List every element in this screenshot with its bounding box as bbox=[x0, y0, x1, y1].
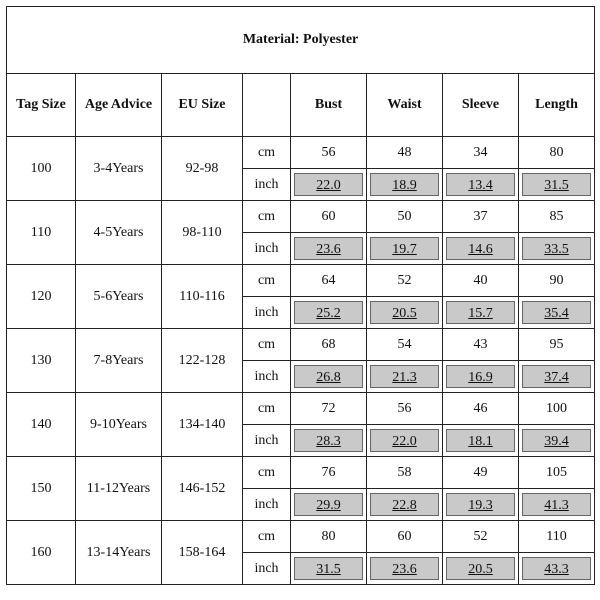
table-row bbox=[7, 265, 595, 297]
sleeve-cm-cell: 49 bbox=[443, 457, 519, 489]
tag-size-cell: 160 bbox=[7, 521, 76, 585]
unit-inch-label: inch bbox=[243, 489, 291, 521]
tag-size-cell: 150 bbox=[7, 457, 76, 521]
eu-size-cell: 122-128 bbox=[162, 329, 243, 393]
bust-cm-cell: 68 bbox=[291, 329, 367, 361]
sleeve-inch-value: 14.6 bbox=[446, 237, 515, 260]
waist-inch-value: 23.6 bbox=[370, 557, 439, 580]
length-cm-cell: 100 bbox=[519, 393, 595, 425]
length-inch-cell bbox=[519, 297, 595, 329]
sleeve-cm-cell: 34 bbox=[443, 137, 519, 169]
bust-inch-value: 26.8 bbox=[294, 365, 363, 388]
bust-inch-value: 22.0 bbox=[294, 173, 363, 196]
tag-size-cell: 100 bbox=[7, 137, 76, 201]
bust-inch-cell bbox=[291, 425, 367, 457]
header-bust: Bust bbox=[291, 74, 367, 137]
age-advice-cell: 4-5Years bbox=[76, 201, 162, 265]
table-title: Material: Polyester bbox=[7, 7, 595, 74]
tag-size-cell: 110 bbox=[7, 201, 76, 265]
length-inch-value: 31.5 bbox=[522, 173, 591, 196]
length-inch-value: 33.5 bbox=[522, 237, 591, 260]
unit-inch-label: inch bbox=[243, 361, 291, 393]
header-age-advice: Age Advice bbox=[76, 74, 162, 137]
bust-inch-value: 23.6 bbox=[294, 237, 363, 260]
age-advice-cell: 13-14Years bbox=[76, 521, 162, 585]
table-row bbox=[7, 457, 595, 489]
age-advice-cell: 9-10Years bbox=[76, 393, 162, 457]
waist-cm-cell: 54 bbox=[367, 329, 443, 361]
bust-inch-cell bbox=[291, 553, 367, 585]
tag-size-cell: 130 bbox=[7, 329, 76, 393]
length-inch-cell bbox=[519, 553, 595, 585]
header-unit bbox=[243, 74, 291, 137]
bust-cm-cell: 56 bbox=[291, 137, 367, 169]
table-row bbox=[7, 137, 595, 169]
sleeve-cm-cell: 52 bbox=[443, 521, 519, 553]
sleeve-inch-cell bbox=[443, 169, 519, 201]
sleeve-inch-cell bbox=[443, 361, 519, 393]
age-advice-cell: 5-6Years bbox=[76, 265, 162, 329]
age-advice-cell: 3-4Years bbox=[76, 137, 162, 201]
length-inch-value: 35.4 bbox=[522, 301, 591, 324]
bust-inch-cell bbox=[291, 169, 367, 201]
waist-inch-value: 22.0 bbox=[370, 429, 439, 452]
bust-inch-value: 28.3 bbox=[294, 429, 363, 452]
waist-cm-cell: 58 bbox=[367, 457, 443, 489]
bust-cm-cell: 60 bbox=[291, 201, 367, 233]
waist-inch-value: 18.9 bbox=[370, 173, 439, 196]
waist-cm-cell: 52 bbox=[367, 265, 443, 297]
unit-inch-label: inch bbox=[243, 553, 291, 585]
sleeve-inch-value: 18.1 bbox=[446, 429, 515, 452]
tag-size-cell: 140 bbox=[7, 393, 76, 457]
bust-cm-cell: 64 bbox=[291, 265, 367, 297]
waist-cm-cell: 48 bbox=[367, 137, 443, 169]
unit-cm-label: cm bbox=[243, 137, 291, 169]
table-row bbox=[7, 393, 595, 425]
length-inch-cell bbox=[519, 425, 595, 457]
eu-size-cell: 98-110 bbox=[162, 201, 243, 265]
unit-inch-label: inch bbox=[243, 297, 291, 329]
waist-cm-cell: 56 bbox=[367, 393, 443, 425]
age-advice-cell: 7-8Years bbox=[76, 329, 162, 393]
length-cm-cell: 90 bbox=[519, 265, 595, 297]
length-inch-value: 37.4 bbox=[522, 365, 591, 388]
sleeve-inch-value: 15.7 bbox=[446, 301, 515, 324]
table-row bbox=[7, 329, 595, 361]
length-cm-cell: 105 bbox=[519, 457, 595, 489]
sleeve-inch-value: 16.9 bbox=[446, 365, 515, 388]
sleeve-inch-cell bbox=[443, 553, 519, 585]
waist-inch-value: 21.3 bbox=[370, 365, 439, 388]
sleeve-inch-cell bbox=[443, 425, 519, 457]
table-body bbox=[7, 137, 595, 585]
eu-size-cell: 158-164 bbox=[162, 521, 243, 585]
unit-cm-label: cm bbox=[243, 521, 291, 553]
sleeve-cm-cell: 37 bbox=[443, 201, 519, 233]
eu-size-cell: 110-116 bbox=[162, 265, 243, 329]
header-waist: Waist bbox=[367, 74, 443, 137]
size-table bbox=[6, 6, 595, 585]
waist-inch-cell bbox=[367, 361, 443, 393]
waist-inch-value: 19.7 bbox=[370, 237, 439, 260]
bust-inch-cell bbox=[291, 361, 367, 393]
waist-inch-value: 20.5 bbox=[370, 301, 439, 324]
unit-inch-label: inch bbox=[243, 425, 291, 457]
bust-inch-cell bbox=[291, 489, 367, 521]
length-inch-value: 43.3 bbox=[522, 557, 591, 580]
header-tag-size: Tag Size bbox=[7, 74, 76, 137]
bust-inch-value: 25.2 bbox=[294, 301, 363, 324]
header-row bbox=[7, 74, 595, 137]
length-cm-cell: 95 bbox=[519, 329, 595, 361]
sleeve-inch-value: 20.5 bbox=[446, 557, 515, 580]
table-row bbox=[7, 521, 595, 553]
length-cm-cell: 80 bbox=[519, 137, 595, 169]
header-eu-size: EU Size bbox=[162, 74, 243, 137]
waist-cm-cell: 60 bbox=[367, 521, 443, 553]
sleeve-cm-cell: 43 bbox=[443, 329, 519, 361]
sleeve-cm-cell: 40 bbox=[443, 265, 519, 297]
unit-cm-label: cm bbox=[243, 265, 291, 297]
age-advice-cell: 11-12Years bbox=[76, 457, 162, 521]
eu-size-cell: 146-152 bbox=[162, 457, 243, 521]
sleeve-cm-cell: 46 bbox=[443, 393, 519, 425]
bust-cm-cell: 72 bbox=[291, 393, 367, 425]
title-row bbox=[7, 7, 595, 74]
eu-size-cell: 134-140 bbox=[162, 393, 243, 457]
waist-inch-cell bbox=[367, 553, 443, 585]
length-inch-cell bbox=[519, 169, 595, 201]
sleeve-inch-cell bbox=[443, 489, 519, 521]
unit-cm-label: cm bbox=[243, 457, 291, 489]
table-row bbox=[7, 201, 595, 233]
unit-inch-label: inch bbox=[243, 169, 291, 201]
waist-inch-cell bbox=[367, 169, 443, 201]
length-cm-cell: 110 bbox=[519, 521, 595, 553]
waist-inch-cell bbox=[367, 297, 443, 329]
bust-cm-cell: 80 bbox=[291, 521, 367, 553]
waist-inch-cell bbox=[367, 233, 443, 265]
bust-cm-cell: 76 bbox=[291, 457, 367, 489]
sleeve-inch-value: 13.4 bbox=[446, 173, 515, 196]
length-inch-value: 41.3 bbox=[522, 493, 591, 516]
unit-cm-label: cm bbox=[243, 201, 291, 233]
tag-size-cell: 120 bbox=[7, 265, 76, 329]
waist-cm-cell: 50 bbox=[367, 201, 443, 233]
waist-inch-cell bbox=[367, 489, 443, 521]
sleeve-inch-value: 19.3 bbox=[446, 493, 515, 516]
bust-inch-cell bbox=[291, 297, 367, 329]
eu-size-cell: 92-98 bbox=[162, 137, 243, 201]
unit-cm-label: cm bbox=[243, 329, 291, 361]
bust-inch-value: 31.5 bbox=[294, 557, 363, 580]
waist-inch-value: 22.8 bbox=[370, 493, 439, 516]
bust-inch-cell bbox=[291, 233, 367, 265]
bust-inch-value: 29.9 bbox=[294, 493, 363, 516]
sleeve-inch-cell bbox=[443, 297, 519, 329]
length-inch-cell bbox=[519, 489, 595, 521]
size-chart bbox=[6, 6, 594, 585]
length-cm-cell: 85 bbox=[519, 201, 595, 233]
waist-inch-cell bbox=[367, 425, 443, 457]
length-inch-value: 39.4 bbox=[522, 429, 591, 452]
unit-inch-label: inch bbox=[243, 233, 291, 265]
unit-cm-label: cm bbox=[243, 393, 291, 425]
length-inch-cell bbox=[519, 233, 595, 265]
header-length: Length bbox=[519, 74, 595, 137]
header-sleeve: Sleeve bbox=[443, 74, 519, 137]
sleeve-inch-cell bbox=[443, 233, 519, 265]
length-inch-cell bbox=[519, 361, 595, 393]
